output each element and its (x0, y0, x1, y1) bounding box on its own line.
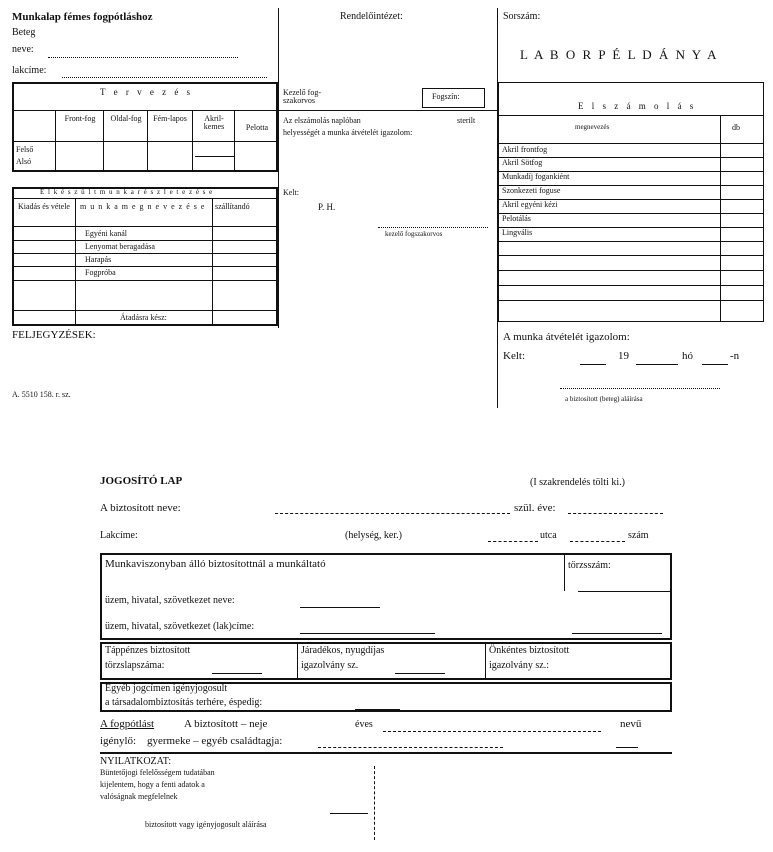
company-address-label: üzem, hivatal, szövetkezet (lak)címe: (105, 621, 255, 632)
institution-label: Rendelőintézet: (340, 11, 403, 22)
plan-col-front: Front-fog (64, 114, 96, 123)
work-col-name: m u n k a m e g n e v e z é s e (80, 202, 206, 211)
receipt-signature-label: a biztosított (beteg) aláírása (565, 395, 643, 403)
billing-item: Munkadíj fogankiént (502, 172, 570, 181)
billing-item: Szonkezeti foguse (502, 186, 561, 195)
voluntary-label-2: igazolvány sz.: (489, 660, 549, 671)
receipt-day: -n (730, 350, 740, 362)
cert-text-2: sterilt (457, 116, 476, 125)
cert-text-3: helyességét a munka átvételét igazolom: (283, 128, 413, 137)
upper-label: Felső (16, 145, 34, 154)
receipt-signature-line[interactable] (560, 388, 720, 389)
employer-title: Munkaviszonyban álló biztosítottnál a munkáltató (105, 558, 326, 570)
receipt-month: hó (682, 350, 693, 362)
address-label: lakcíme: (12, 65, 47, 76)
other-label-1: Egyéb jogcímen igényjogosult (105, 683, 228, 694)
declaration-line-3: valóságnak megfelelnek (100, 792, 178, 801)
pension-label-1: Járadékos, nyugdíjas (301, 645, 385, 656)
address-label: Lakcíme: (100, 530, 138, 541)
claimant-label: igénylő: (100, 735, 137, 747)
signature-line[interactable] (330, 813, 368, 814)
shade-doctor-label: Kezelő fog-szakorvos (283, 88, 321, 105)
form-code: A. 5510 158. r. sz. (12, 390, 71, 399)
receipt-label: A munka átvételét igazolom: (503, 331, 630, 343)
notes-label: FELJEGYZÉSEK: (12, 329, 96, 341)
serial-label: Sorszám: (503, 11, 541, 22)
worksheet-title: Munkalap fémes fogpótláshoz (12, 11, 153, 23)
billing-item: Pelotálás (502, 214, 531, 223)
billing-item: Akril egyéni kézi (502, 200, 558, 209)
work-item: Harapás (85, 255, 112, 264)
claimant-name-field[interactable] (383, 731, 601, 732)
filled-note: (I szakrendelés tölti ki.) (530, 477, 625, 488)
company-name-label: üzem, hivatal, szövetkezet neve: (105, 595, 235, 606)
name-label: neve: (12, 44, 34, 55)
claim-label: A fogpótlást (100, 718, 155, 730)
date-label: Kelt: (283, 188, 299, 197)
street-label: utca (540, 530, 557, 541)
stamp-label: P. H. (318, 202, 336, 212)
plan-col-acrylic: Akril-kemes (203, 114, 225, 131)
declaration-title: NYILATKOZAT: (100, 756, 172, 767)
birth-year-label: szül. éve: (514, 502, 556, 514)
receipt-date-label: Kelt: (503, 350, 525, 362)
work-col-deliver: szállítandó (215, 202, 250, 211)
billing-item: Lingvális (502, 228, 533, 237)
color-label: Fogszín: (432, 92, 460, 101)
pension-label-2: igazolvány sz. (301, 660, 359, 671)
birth-year-field[interactable] (568, 513, 663, 514)
work-item: Lenyomat beragadása (85, 242, 155, 251)
number-label: szám (628, 530, 649, 541)
other-label-2: a társadalombiztosítás terhére, éspedig: (105, 697, 263, 708)
name-suffix: nevű (620, 718, 642, 730)
planning-title: T e r v e z é s (100, 87, 194, 97)
patient-label: Beteg (12, 27, 36, 38)
divider (278, 8, 279, 328)
billing-title: E l s z á m o l á s (578, 101, 697, 111)
cert-text-1: Az elszámolás naplóban (283, 116, 361, 125)
work-item: Fogpróba (85, 268, 116, 277)
doctor-signature-label: kezelő fogszakorvos (385, 230, 443, 238)
age-label: éves (355, 719, 373, 730)
lower-label: Alsó (16, 157, 32, 166)
declaration-line-1: Büntetőjogi felelősségem tudatában (100, 768, 215, 777)
voluntary-label-1: Önkéntes biztosított (489, 645, 570, 656)
billing-item: Akril frontfog (502, 145, 548, 154)
plan-col-pelotta: Pelotta (245, 123, 269, 132)
work-title: E l k é s z ü l t m u n k a r é s z l e t e z é s e (40, 188, 214, 196)
receipt-year: 19 (618, 350, 629, 362)
sick-pay-label-1: Táppénzes biztosított (105, 645, 191, 656)
signature-label: biztosított vagy igényjogosult aláírása (145, 820, 267, 829)
billing-head-name: megnevezés (575, 123, 610, 131)
insured-name-field[interactable] (275, 513, 510, 514)
plan-col-side: Oldal-fog (110, 114, 142, 123)
billing-head-db: db (732, 123, 740, 132)
claim-text: A biztosított – neje (184, 718, 268, 730)
declaration-line-2: kijelentem, hogy a fenti adatok a (100, 780, 205, 789)
entitlement-title: JOGOSÍTÓ LAP (100, 475, 183, 487)
name-field[interactable] (48, 57, 238, 58)
work-item: Egyéni kanál (85, 229, 127, 238)
reg-number-label: törzsszám: (568, 560, 611, 571)
insured-name-label: A biztosított neve: (100, 502, 181, 514)
handover-label: Átadásra kész: (120, 313, 167, 322)
sick-pay-label-2: törzslapszáma: (105, 660, 165, 671)
billing-item: Akril Sötfog (502, 158, 543, 167)
locality-label: (helység, ker.) (345, 530, 402, 541)
address-field[interactable] (62, 77, 267, 78)
plan-col-metal: Fém-lapos (153, 114, 187, 123)
claimant-text: gyermeke – egyéb családtagja: (147, 735, 283, 747)
work-col-handover: Kiadás és vétele (18, 202, 70, 211)
lab-copy-label: L A B O R P É L D Á N Y A (520, 47, 719, 62)
